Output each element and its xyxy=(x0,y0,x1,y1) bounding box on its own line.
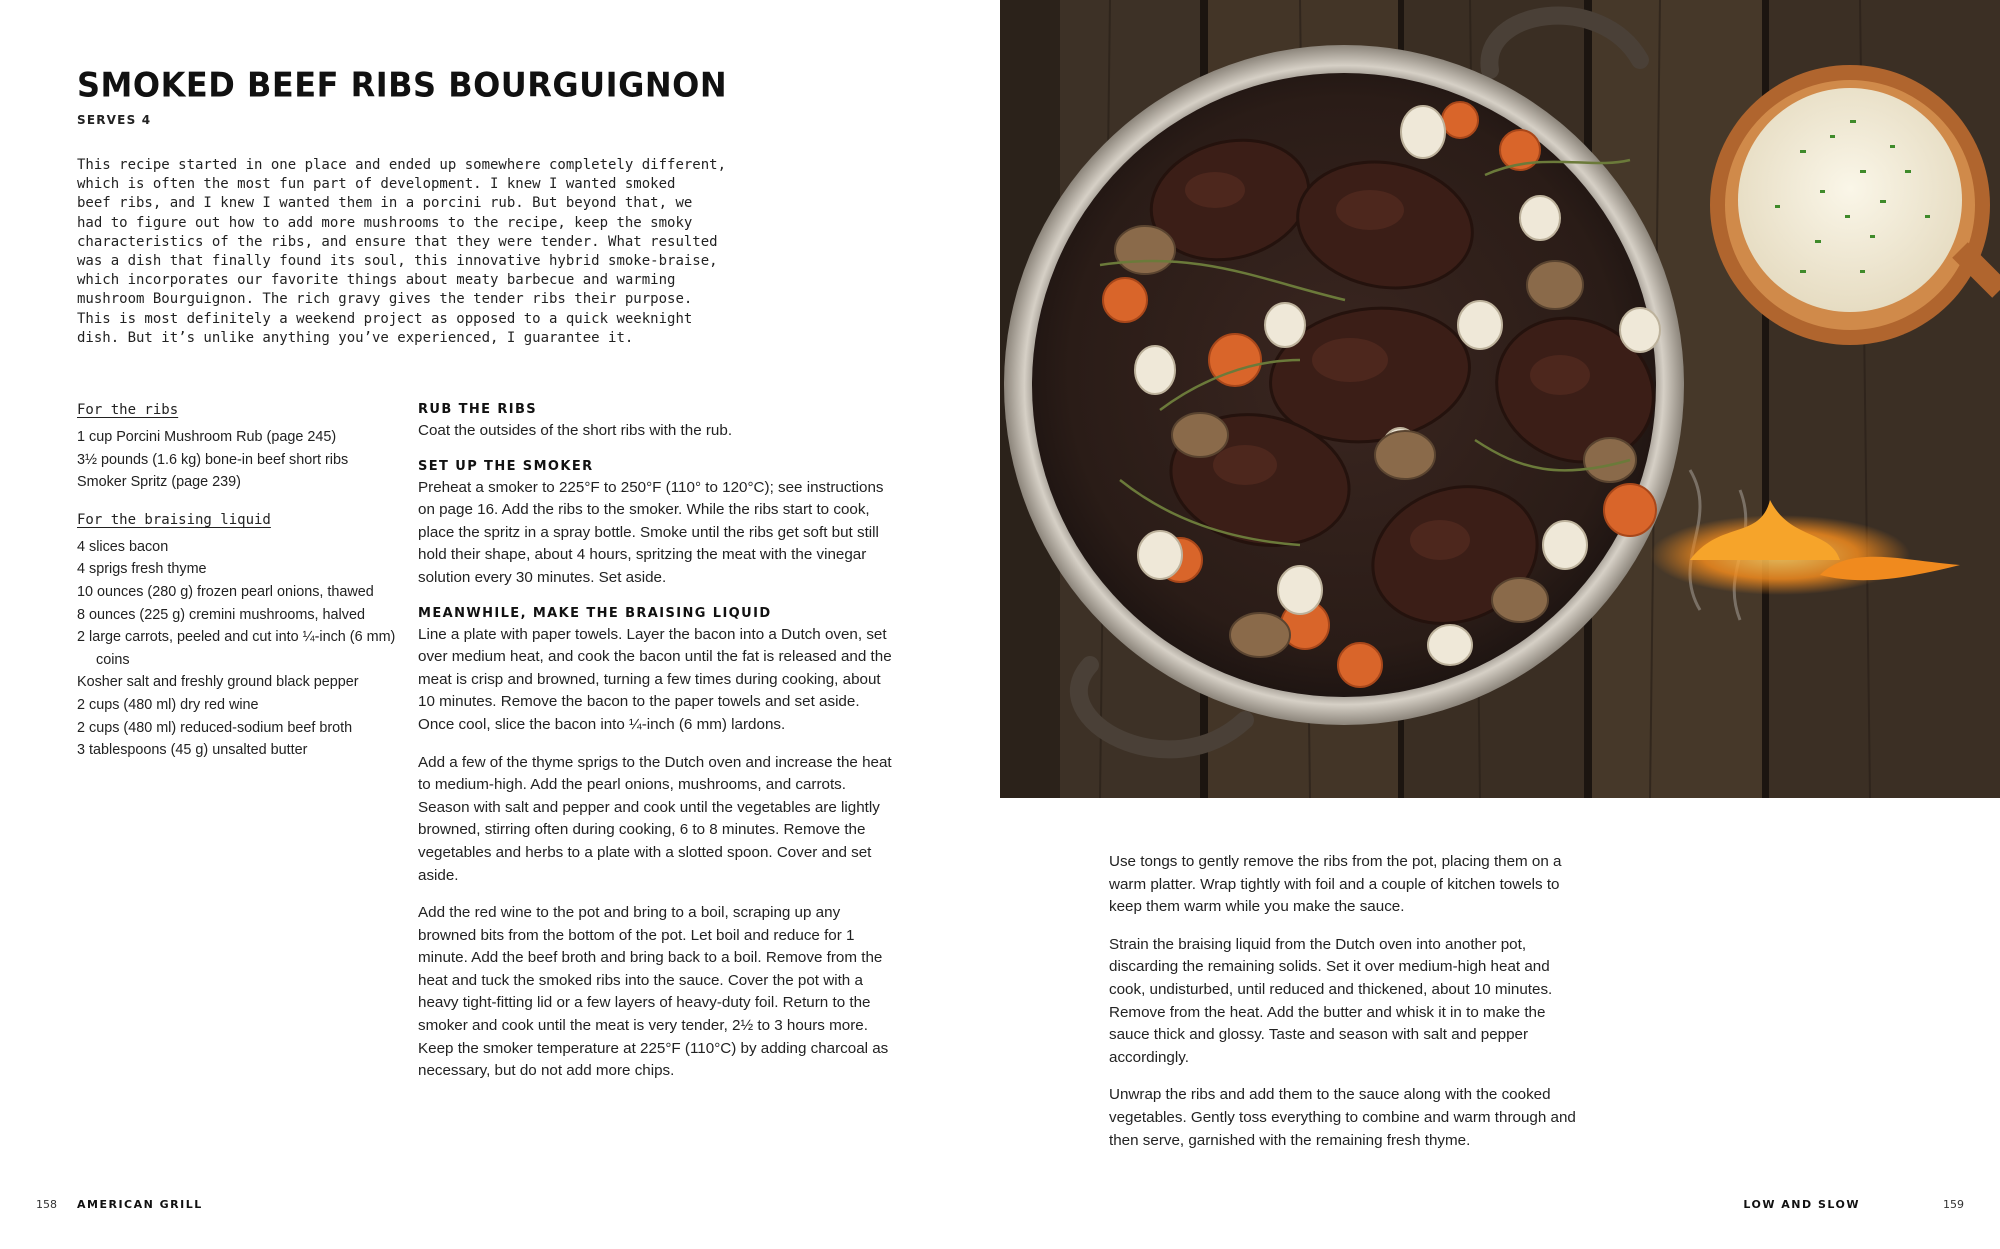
method-column xyxy=(418,400,898,1097)
ingredient-item: 10 ounces (280 g) frozen pearl onions, thawed xyxy=(77,583,374,600)
step-smoker xyxy=(418,457,898,590)
step-rub-heading: RUB THE RIBS xyxy=(418,402,538,417)
step-braise-paragraph: Add a few of the thyme sprigs to the Dutch oven and increase the heat to medium-high. Add the pearl onions, mushrooms, and carrots. Season with salt and pepper and cook until the vegetables are lightly browned, stirring often during cooking, 6 to 8 minutes. Remove the vegetables and herbs to a plate with a slotted spoon. Cover and set aside. xyxy=(418,753,892,884)
step-braise xyxy=(418,604,898,1083)
ingredient-item: 2 large carrots, peeled and cut into ¼-inch (6 mm) coins xyxy=(77,629,396,668)
ingredients-ribs xyxy=(77,400,397,494)
ingredient-item: Smoker Spritz (page 239) xyxy=(77,474,241,491)
finish-paragraph: Unwrap the ribs and add them to the sauce along with the cooked vegetables. Gently toss everything to combine and warm through and then serve, garnished with the remaining fresh thyme. xyxy=(1109,1086,1576,1149)
step-braise-heading: MEANWHILE, MAKE THE BRAISING LIQUID xyxy=(418,605,772,621)
step-rub-text: Coat the outsides of the short ribs with the rub. xyxy=(418,422,733,439)
ingredient-item: 4 sprigs fresh thyme xyxy=(77,561,207,578)
step-rub xyxy=(418,400,898,443)
finish-paragraph: Strain the braising liquid from the Dutch oven into another pot, discarding the remaining solids. Set it over medium-high heat and cook, undisturbed, until reduced and thickened, about 10 minutes. Remove from the heat. Add the butter and whisk it in to make the sauce thick and glossy. Taste and season with salt and pepper accordingly. xyxy=(1109,935,1553,1066)
finish-paragraph: Use tongs to gently remove the ribs from the pot, placing them on a warm platter. Wrap tightly with foil and a couple of kitchen towels to keep them warm while you make the sauce. xyxy=(1109,853,1562,916)
ingredients-ribs-heading: For the ribs xyxy=(77,402,179,418)
dish-photo-illustration xyxy=(1000,0,2000,798)
ingredients-column xyxy=(77,400,397,778)
recipe-intro: This recipe started in one place and ended up somewhere completely different, which is often the most fun part of development. I knew I wanted smoked beef ribs, and I knew I wanted them in a porcini rub. But beyond that, we had to figure out how to add more mushrooms to the recipe, keep the smoky characteristics of the ribs, and ensure that they were tender. What resulted was a dish that finally found its soul, this innovative hybrid smoke-braise, which incorporates our favorite things about meaty barbecue and warming mushroom Bourguignon. The rich gravy gives the tender ribs their purpose. This is most definitely a weekend project as opposed to a quick weeknight dish. But it’s unlike anything you’ve experienced, I guarantee it. xyxy=(77,157,727,346)
ingredient-item: 3½ pounds (1.6 kg) bone-in beef short ribs xyxy=(77,451,349,468)
step-smoker-text: Preheat a smoker to 225°F to 250°F (110° to 120°C); see instructions on page 16. Add the ribs to the smoker. While the ribs start to cook, place the spritz in a spray bottle. Smoke until the ribs get soft but still hold their shape, about 4 hours, spritzing the meat with the vinegar solution every 30 minutes. Set aside. xyxy=(418,478,884,586)
ingredients-ribs-list xyxy=(77,426,397,494)
step-braise-paragraph: Add the red wine to the pot and bring to a boil, scraping up any browned bits from the bottom of the pot. Let boil and reduce for 1 minute. Add the beef broth and bring back to a boil. Remove from the heat and tuck the smoked ribs into the sauce. Cover the pot with a heavy tight-fitting lid or a few layers of heavy-duty foil. Return to the smoker and cook until the meat is very tender, 2½ to 3 hours more. Keep the smoker temperature at 225°F (110°C) by adding charcoal as necessary, but do not add more chips. xyxy=(418,904,889,1080)
ingredient-item: 8 ounces (225 g) cremini mushrooms, halved xyxy=(77,606,365,623)
left-running-head: AMERICAN GRILL xyxy=(77,1198,203,1211)
serves-label: SERVES 4 xyxy=(77,113,152,127)
left-page-number: 158 xyxy=(36,1198,57,1211)
right-running-head: LOW AND SLOW xyxy=(1743,1198,1860,1211)
ingredients-braising-list xyxy=(77,536,397,762)
recipe-title: SMOKED BEEF RIBS BOURGUIGNON xyxy=(77,65,728,105)
ingredients-braising xyxy=(77,510,397,762)
ingredients-braising-heading: For the braising liquid xyxy=(77,511,271,528)
ingredient-item: 3 tablespoons (45 g) unsalted butter xyxy=(77,742,308,759)
ingredient-item: Kosher salt and freshly ground black pepper xyxy=(77,674,359,691)
step-smoker-heading: SET UP THE SMOKER xyxy=(418,458,594,474)
right-page-number: 159 xyxy=(1943,1198,1964,1211)
ingredient-item: 2 cups (480 ml) dry red wine xyxy=(77,696,259,713)
ingredient-item: 1 cup Porcini Mushroom Rub (page 245) xyxy=(77,429,337,445)
dish-photo xyxy=(1000,0,2000,798)
step-braise-paragraph: Line a plate with paper towels. Layer the bacon into a Dutch oven, set over medium heat, and cook the bacon until the fat is released and the meat is crisp and browned, turning a few times during cooking, about 10 minutes. Remove the bacon to the paper towels and set aside. Once cool, slice the bacon into ¼-inch (6 mm) lardons. xyxy=(418,625,892,733)
ingredient-item: 4 slices bacon xyxy=(77,538,169,555)
ingredient-item: 2 cups (480 ml) reduced-sodium beef broth xyxy=(77,719,353,736)
finish-column xyxy=(1109,851,1589,1152)
